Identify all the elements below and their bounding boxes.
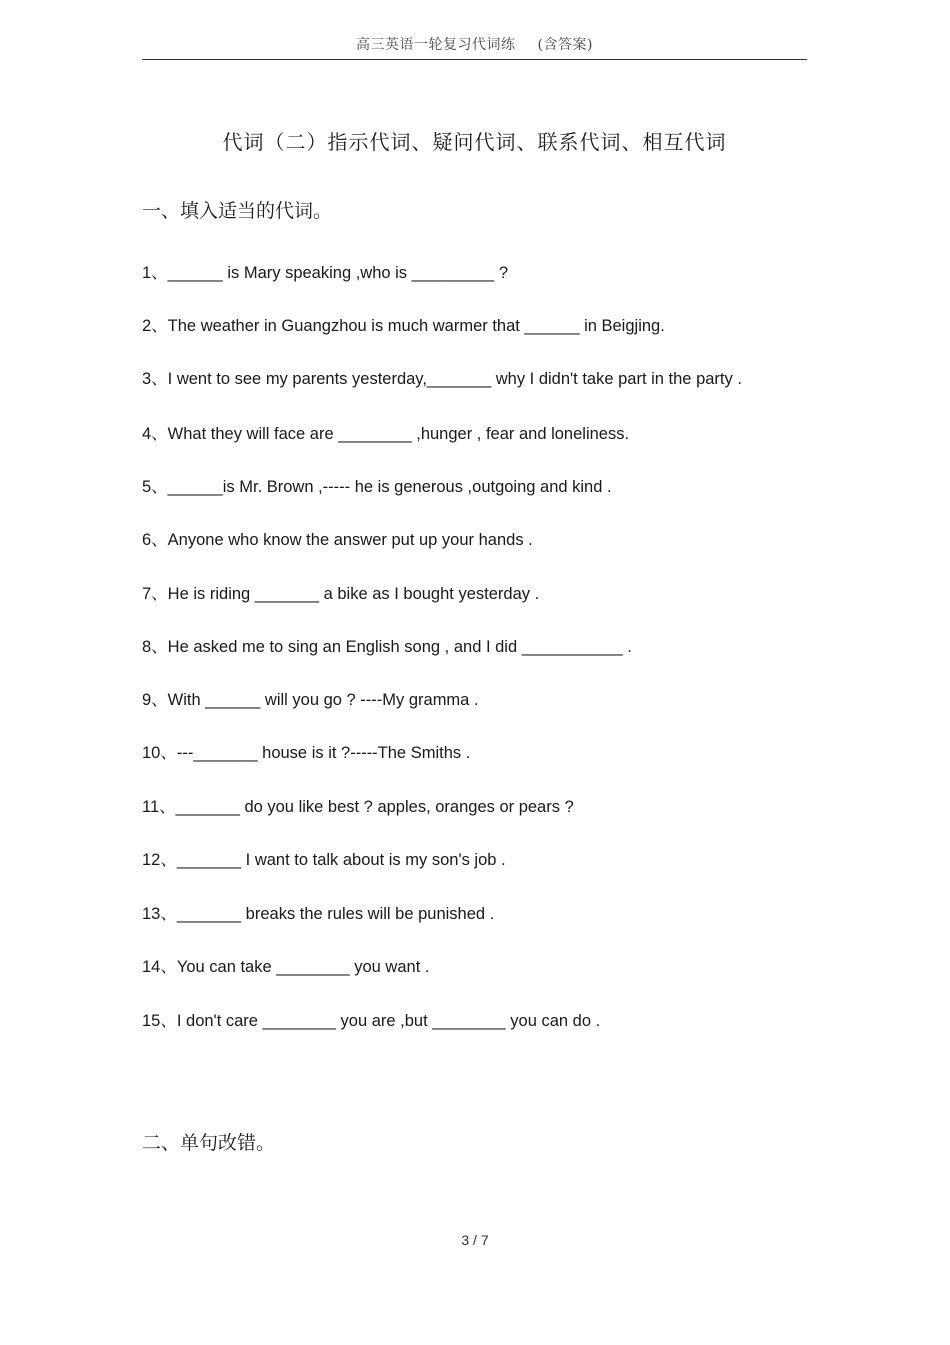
question-15: 15、I don't care ________ you are ,but ________ you can do . — [142, 1012, 601, 1030]
question-1: 1、______ is Mary speaking ,who is _________ ? — [142, 264, 508, 282]
question-7: 7、He is riding _______ a bike as I bought yesterday . — [142, 585, 540, 603]
question-9: 9、With ______ will you go ? ----My gramma . — [142, 691, 479, 709]
document-title: 代词（二）指示代词、疑问代词、联系代词、相互代词 — [222, 130, 727, 154]
header-title: 高三英语一轮复习代词练 — [356, 37, 516, 53]
question-2: 2、The weather in Guangzhou is much warmer that ______ in Beigjing. — [142, 317, 665, 335]
page-header — [142, 34, 807, 54]
question-6: 6、Anyone who know the answer put up your hands . — [142, 531, 533, 549]
page-number: 3 / 7 — [461, 1232, 489, 1248]
question-5: 5、______is Mr. Brown ,----- he is generous ,outgoing and kind . — [142, 478, 612, 496]
question-3: 3、I went to see my parents yesterday,_______ why I didn't take part in the party . — [142, 370, 742, 388]
question-10: 10、---_______ house is it ?-----The Smiths . — [142, 744, 471, 762]
section-heading-fill-in: 一、填入适当的代词。 — [142, 200, 333, 222]
question-13: 13、_______ breaks the rules will be punished . — [142, 905, 495, 923]
header-divider — [142, 59, 807, 60]
question-4: 4、What they will face are ________ ,hunger , fear and loneliness. — [142, 425, 630, 443]
section-heading-error-correction: 二、单句改错。 — [142, 1132, 276, 1154]
question-12: 12、_______ I want to talk about is my son's job . — [142, 851, 506, 869]
question-11: 11、_______ do you like best ? apples, oranges or pears ? — [142, 798, 574, 816]
header-note: (含答案) — [537, 37, 593, 53]
question-14: 14、You can take ________ you want . — [142, 958, 430, 976]
question-8: 8、He asked me to sing an English song , and I did ___________ . — [142, 638, 632, 656]
